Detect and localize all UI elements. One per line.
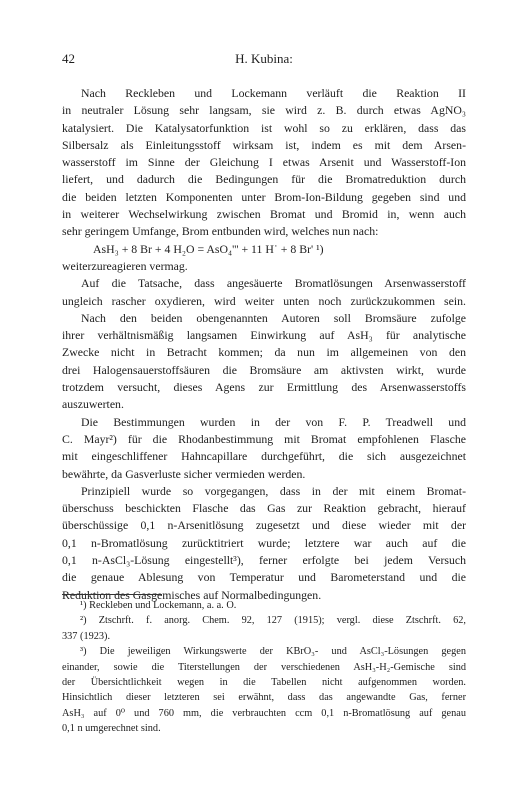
text-line: überschüssige 0,1 n-Arsenitlösung zugesetzt und diese wieder mit der: [62, 518, 466, 533]
footnote-line: ¹) Reckleben und Lockemann, a. a. O.: [80, 600, 237, 611]
text-line: in neutraler Lösung sehr langsam, sie wird z. B. durch etwas AgNO₃: [62, 103, 466, 118]
page-header: [62, 51, 466, 67]
footnote-line: AsH₃ auf 0⁰ und 760 mm, die verbrauchten ccm 0,1 n-Bromatlösung auf genau: [62, 707, 466, 719]
footnote-line: Hinsichtlich dieser letzteren sei erwähnt, dass das angewandte Gas, ferner: [62, 692, 466, 704]
text-line: Reduktion des Gasgemisches auf Normalbedingungen.: [62, 587, 322, 602]
text-line: die beiden letzten Komponenten unter Brom-Ion-Bildung gegeben sind und: [62, 189, 466, 204]
text-line: überschuss beschickten Flasche das Gas zur Reaktion gebracht, hierauf: [62, 501, 466, 516]
text-line: sehr geringem Umfange, Brom entbunden wird, welches nun nach:: [62, 224, 379, 239]
text-line: Prinzipiell wurde so vorgegangen, dass in der mit einem Bromat-: [81, 483, 466, 498]
text-line: wasserstoff im Sinne der Gleichung I etwas Arsenit und Wasserstoff-Ion: [62, 155, 466, 170]
footnote-separator: [62, 594, 162, 595]
text-line: bewährte, da Gasverluste sicher vermieden werden.: [62, 466, 306, 481]
footnote-line: einander, sowie die Titerstellungen der verschiedenen AsH₃-H₂-Gemische sind: [62, 661, 466, 673]
text-line: die genaue Ablesung von Temperatur und Barometerstand und die: [62, 570, 466, 585]
text-line: trotzdem versucht, dieses Agens zur Ermittlung des Arsenwasserstoffs: [62, 380, 466, 395]
footnote-line: 337 (1923).: [62, 630, 111, 642]
text-line: in weiterer Wechselwirkung zwischen Bromat und Bromid in, wenn auch: [62, 207, 466, 222]
running-head: H. Kubina:: [235, 51, 293, 66]
text-line: Zwecke nicht in Betracht kommen; da nun im allgemeinen von den: [62, 345, 466, 360]
footnotes: [62, 598, 466, 737]
text-line: 0,1 n-AsCl₃-Lösung eingestellt³), ferner erfolgte bei jedem Versuch: [62, 553, 466, 568]
text-line: katalysiert. Die Katalysatorfunktion ist wohl so zu erklären, dass das: [62, 120, 466, 135]
text-line: Die Bestimmungen wurden in der von F. P. Treadwell und: [81, 414, 466, 429]
footnote-line: 0,1 n umgerechnet sind.: [62, 723, 161, 735]
text-line: auszuwerten.: [62, 397, 124, 412]
footnote-line: ³) Die jeweiligen Wirkungswerte der KBrO₃- und AsCl₃-Lösungen gegen: [80, 646, 466, 658]
footnote-line: der Übersichtlichkeit wegen in die Tabellen nicht aufgenommen worden.: [62, 676, 466, 688]
text-line: Nach den beiden obengenannten Autoren soll Bromsäure zufolge: [81, 310, 466, 325]
text-line: 0,1 n-Bromatlösung zurücktitriert wurde; letztere war auch auf die: [62, 535, 466, 550]
footnote-line: ²) Ztschrft. f. anorg. Chem. 92, 127 (1915); vergl. diese Ztschrft. 62,: [80, 615, 466, 627]
text-line: Auf die Tatsache, dass angesäuerte Bromatlösungen Arsenwasserstoff: [81, 276, 466, 291]
text-line: mit eingeschliffener Hahncapillare durchgeführt, die sich ausgezeichnet: [62, 449, 466, 464]
text-line: ungleich rascher oxydieren, wird weiter unten noch zurückzukommen sein.: [62, 293, 466, 308]
text-line: drei Halogensauerstoffsäuren die Bromsäure am aktivsten wirkt, wurde: [62, 362, 466, 377]
text-line: Silbersalz als Einleitungsstoff wirksam ist, indem es mit dem Arsen-: [62, 137, 466, 152]
text-line: ihrer verhältnismäßig langsamen Einwirkung auf AsH₃ für analytische: [62, 328, 466, 343]
text-line: C. Mayr²) für die Rhodanbestimmung mit Bromat empfohlenen Flasche: [62, 431, 466, 446]
body-text: [62, 85, 466, 604]
text-line: AsH₃ + 8 Br + 4 H₂O = AsO₄''' + 11 H˙ + 8 Br' ¹): [93, 241, 324, 256]
text-line: Nach Reckleben und Lockemann verläuft die Reaktion II: [81, 86, 466, 100]
text-line: weiterzureagieren vermag.: [62, 258, 188, 273]
text-line: liefert, und dadurch die Bedingungen für die Bromatreduktion durch: [62, 172, 466, 187]
page-number: 42: [62, 51, 75, 66]
